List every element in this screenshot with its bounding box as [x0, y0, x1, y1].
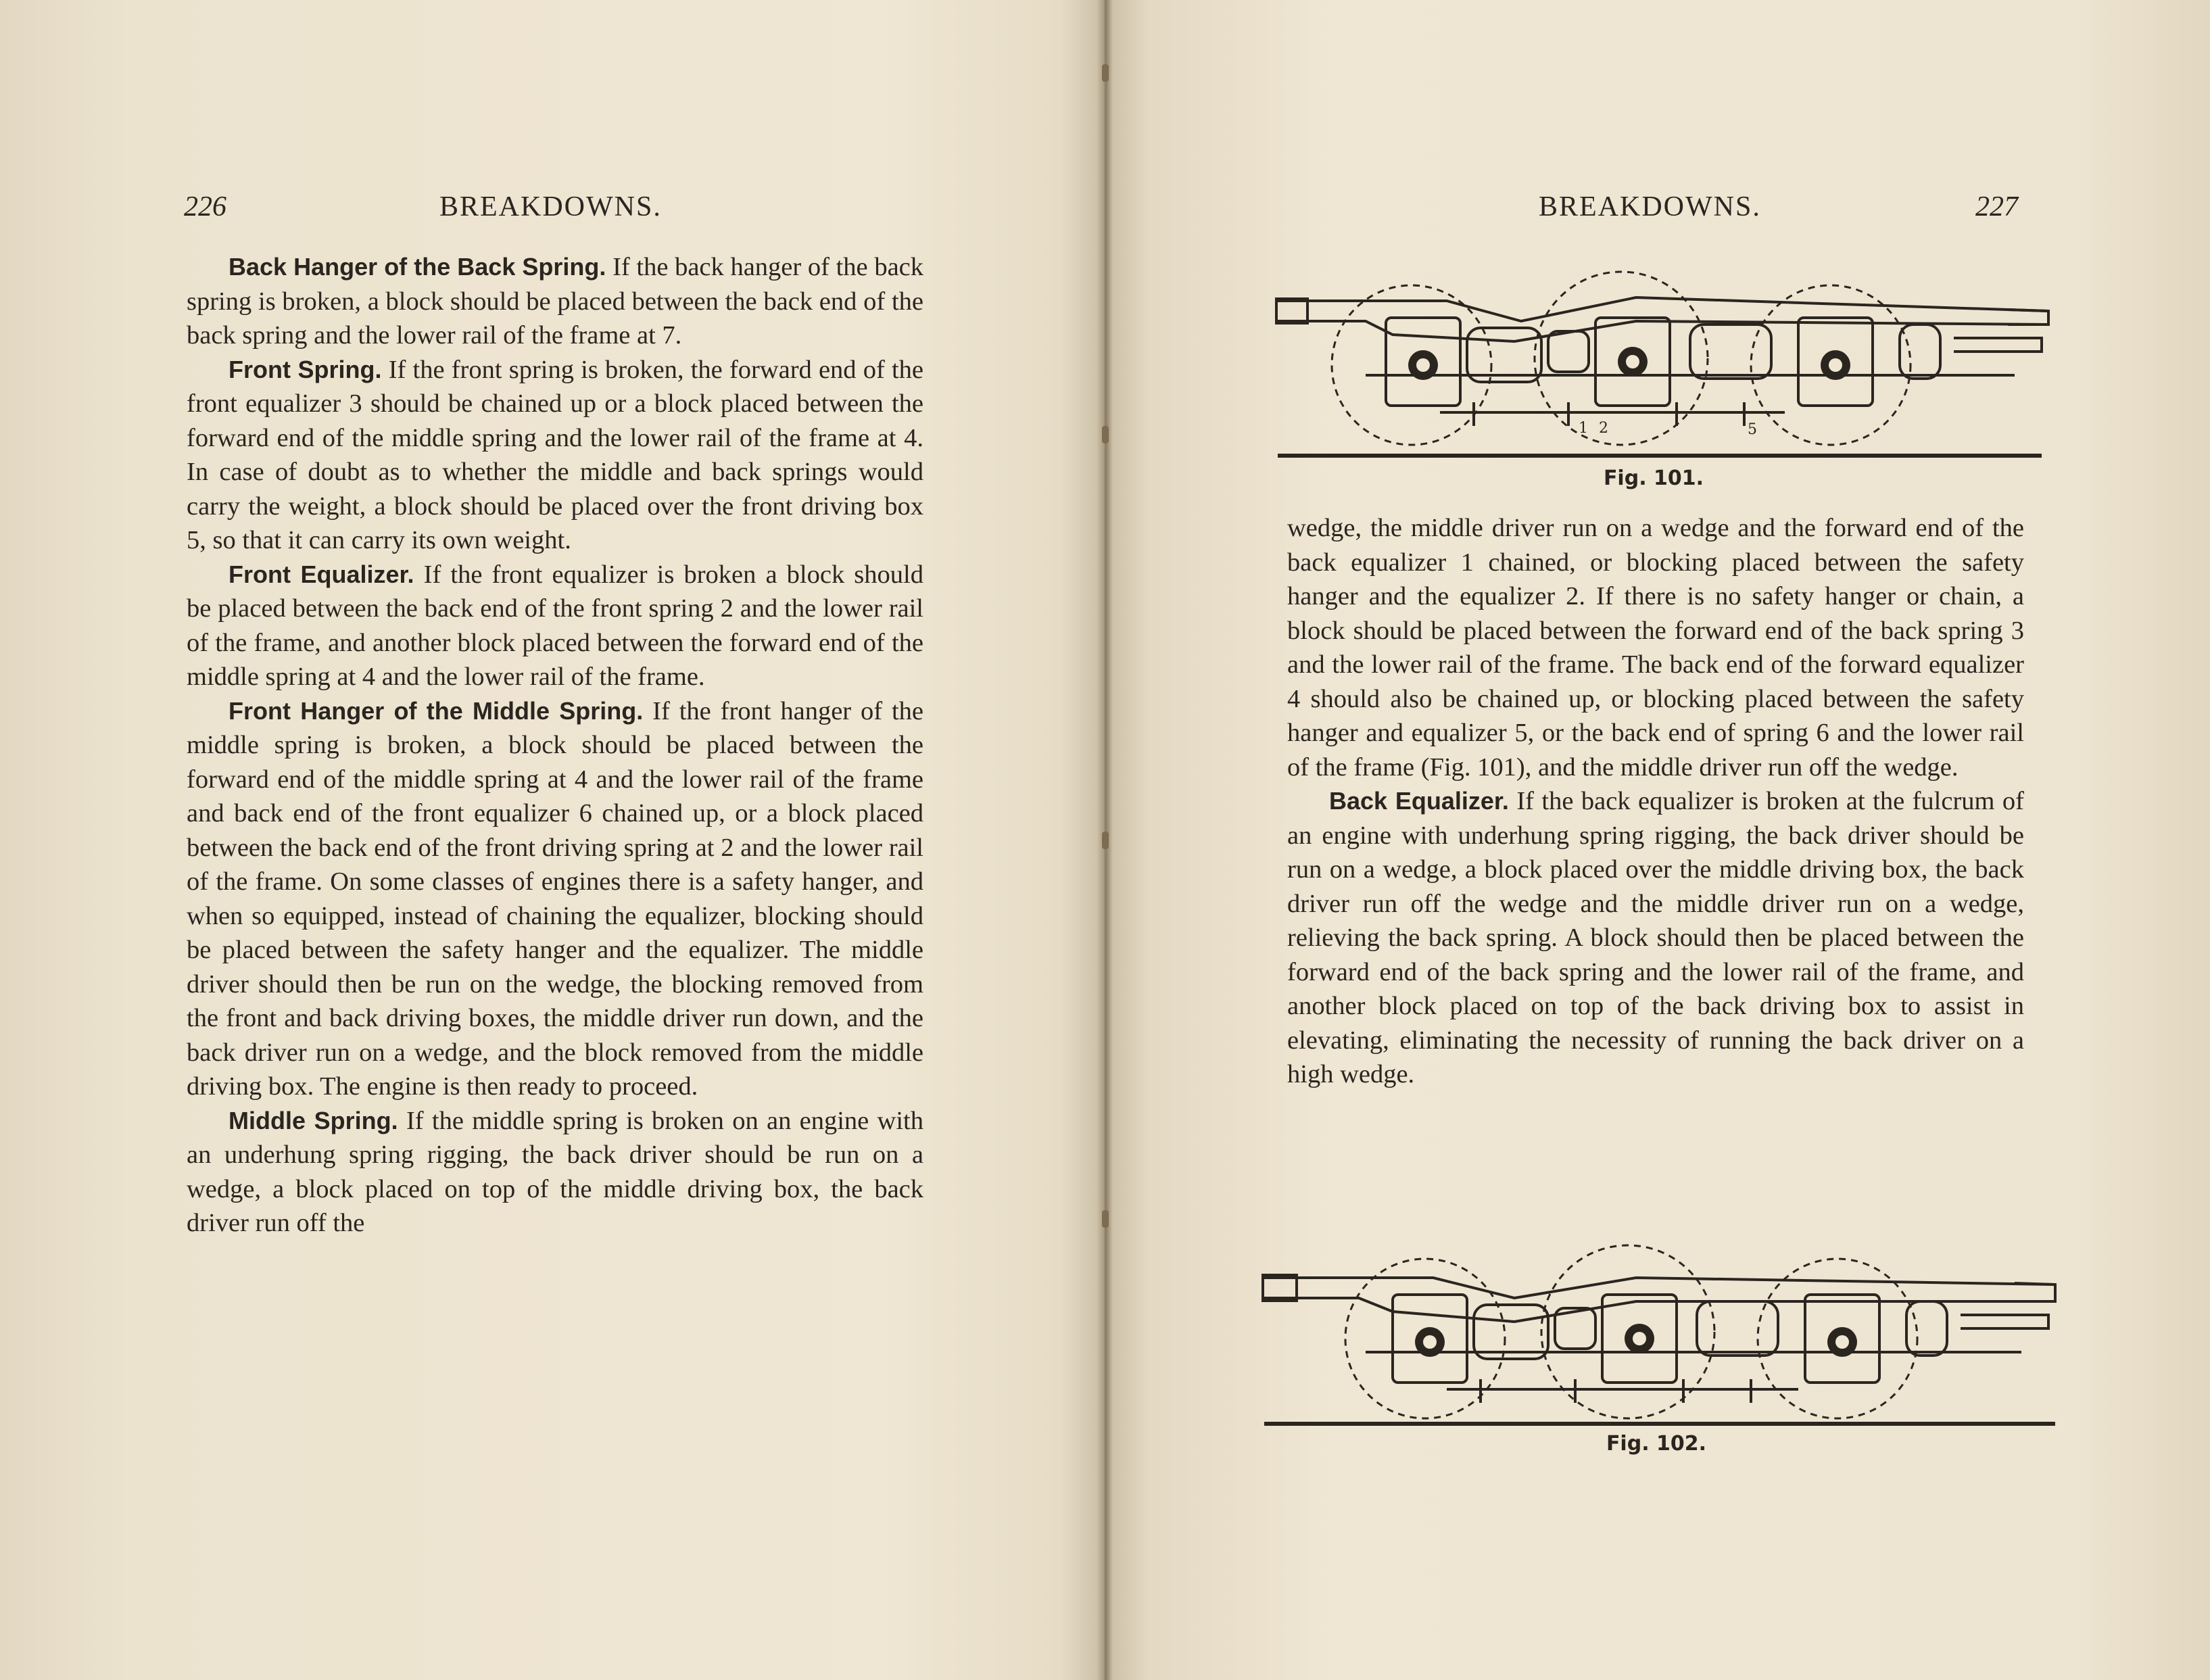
paragraph-heading: Front Spring.	[229, 355, 382, 383]
paragraph-heading: Back Hanger of the Back Spring.	[229, 253, 606, 281]
paragraph-text: If the back hanger of the back spring is broken, a block should be placed between the back end of the back spring and the lower rail of the frame at 7.	[187, 253, 923, 350]
paragraph	[187, 558, 923, 694]
running-head-left: BREAKDOWNS.	[439, 191, 662, 222]
paragraph	[187, 1104, 923, 1241]
paragraph-heading: Back Equalizer.	[1329, 787, 1509, 815]
binding-stitch	[1102, 64, 1109, 82]
paragraph	[1287, 784, 2024, 1092]
figure-caption-102: Fig. 102.	[1606, 1432, 1707, 1456]
running-head-right: BREAKDOWNS.	[1539, 191, 1761, 222]
paragraph-text: If the middle spring is broken on an engine with an underhung spring rigging, the back driver should be run on a wedge, a block placed on top of the middle driving box, the back driver run off the	[187, 1106, 923, 1237]
page-number-left: 226	[184, 191, 226, 222]
paragraph	[187, 250, 923, 353]
paragraph	[187, 353, 923, 558]
paragraph-text: If the front equalizer is broken a block should be placed between the back end of the front spring 2 and the lower rail of the frame, and another block placed between the forward end of the middle spring at 4 and the lower rail of the frame.	[187, 560, 923, 691]
paragraph-heading: Middle Spring.	[229, 1106, 398, 1134]
paragraph	[187, 694, 923, 1104]
locomotive-running-gear-figure-101	[1271, 257, 2055, 466]
page-number-right: 227	[1975, 191, 2018, 222]
figure-label-1: 1	[1579, 420, 1588, 437]
paragraph-heading: Front Equalizer.	[229, 560, 414, 588]
right-page-body	[1287, 511, 2024, 1092]
paragraph	[1287, 511, 2024, 784]
binding-stitch	[1102, 1210, 1109, 1228]
figure-caption-101: Fig. 101.	[1603, 466, 1704, 490]
paragraph-heading: Front Hanger of the Middle Spring.	[229, 696, 644, 725]
paragraph-text: If the front hanger of the middle spring is broken, a block should be placed between the forward end of the middle spring at 4 and the lower rail of the frame and back end of the front equalizer 6 chained up, or a block placed between the back end of the front driving spring at 2 and the lower rail of the frame. On some classes of engines there is a safety hanger, and when so equipped, instead of chaining the equalizer, blocking should be placed between the safety hanger and the equalizer. The middle driver should then be run on the wedge, the blocking removed from the front and back driving boxes, the middle driver run down, and the back driver run on a wedge, and the block removed from the middle driving box. The engine is then ready to proceed.	[187, 696, 923, 1101]
binding-stitch	[1102, 426, 1109, 443]
left-page-body	[187, 250, 923, 1241]
figure-label-2: 2	[1599, 420, 1608, 437]
binding-stitch	[1102, 832, 1109, 849]
left-page	[0, 0, 1102, 1680]
locomotive-running-gear-figure-102	[1257, 1230, 2062, 1433]
paragraph-text: If the back equalizer is broken at the fulcrum of an engine with underhung spring rigging, the back driver should be run on a wedge, a block placed over the middle driving box, the back driver run off the wedge and the middle driver run on a wedge, relieving the back spring. A block should then be placed between the forward end of the back spring and the lower rail of the frame, and another block placed on top of the back driving box to assist in elevating, eliminating the necessity of running the back driver on a high wedge.	[1287, 787, 2024, 1088]
paragraph-text: If the front spring is broken, the forward end of the front equalizer 3 should be chained up or a block placed between the forward end of the middle spring and the lower rail of the frame at 4. In case of doubt as to whether the middle and back springs would carry the weight, a block should be placed over the front driving box 5, so that it can carry its own weight.	[187, 355, 924, 554]
figure-label-5: 5	[1748, 421, 1757, 438]
paragraph-text: wedge, the middle driver run on a wedge and the forward end of the back equalizer 1 chained, or blocking placed between the safety hanger and the equalizer 2. If there is no safety hanger or chain, a block should be placed between the forward end of the back spring 3 and the lower rail of the frame. The back end of the forward equalizer 4 should also be chained up, or blocking placed between the safety hanger and equalizer 5, or the back end of spring 6 and the lower rail of the frame (Fig. 101), and the middle driver run off the wedge.	[1287, 514, 2024, 782]
